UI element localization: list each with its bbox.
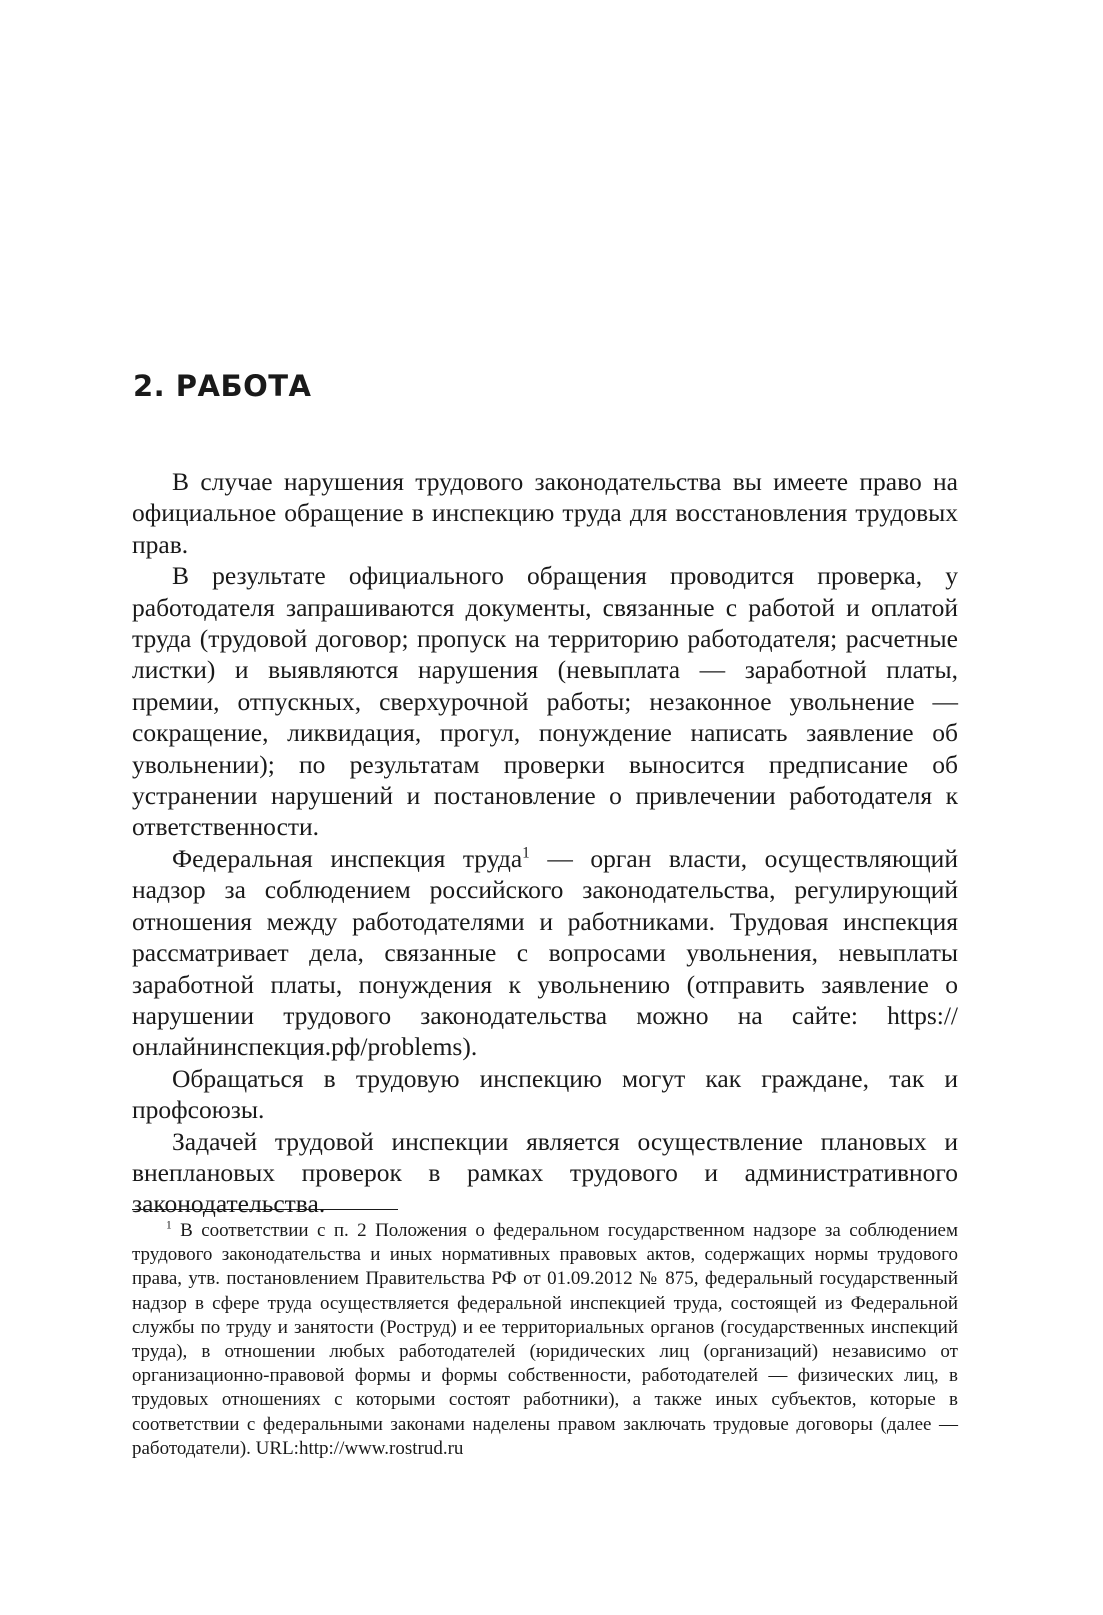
paragraph-text: — орган власти, осуществляющий надзор за соблюдением российского законодательства, регулирующий отношения между работодателями и работниками. Трудовая инспекция рассматривает дела, связанные с вопросами увольнения, невыплаты заработной платы, понуждения к увольнению (отправить заявление о нарушении трудового законодательства можно на сайте: https://онлайнинспекция.рф/problems). (132, 843, 958, 1062)
footnote-divider (132, 1209, 398, 1210)
paragraph: В случае нарушения трудового законодательства вы имеете право на официальное обращение в инспекцию труда для восстановления трудовых прав. (132, 467, 958, 559)
footnote (132, 1219, 958, 1461)
paragraph: Обращаться в трудовую инспекцию могут как граждане, так и профсоюзы. (132, 1063, 958, 1125)
footnote-text: В соответствии с п. 2 Положения о федеральном государственном надзоре за соблюдением трудового законодательства и иных нормативных правовых актов, содержащих нормы трудового права, утв. постановлением Правительства РФ от 01.09.2012 № 875, федеральный государственный надзор в сфере труда осуществляется федеральной инспекцией труда, состоящей из Федеральной службы по труду и занятости (Роструд) и ее территориальных органов (государственных инспекций труда), в отношении любых работодателей (юридических лиц (организаций) независимо от организационно-правовой формы и формы собственности, работодателей — физических лиц, в трудовых отношениях с которыми состоят работники), а также иных субъектов, которые в соответствии с федеральными законами наделены правом заключать трудовые договоры (далее — работодатели). URL:http://www.rostrud.ru (132, 1220, 958, 1459)
body-text (132, 466, 958, 1220)
footnote-paragraph (132, 1219, 958, 1461)
chapter-title: 2. РАБОТА (133, 369, 312, 403)
footnote-reference: 1 (522, 844, 530, 862)
footnote-marker: 1 (166, 1219, 172, 1232)
paragraph: В результате официального обращения проводится проверка, у работодателя запрашиваются документы, связанные с работой и оплатой труда (трудовой договор; пропуск на территорию работодателя; расчетные листки) и выявляются нарушения (невыплата — заработной платы, премии, отпускных, сверхурочной работы; незаконное увольнение — сокращение, ликвидация, прогул, понуждение написать заявление об увольнении); по результатам проверки выносится предписание об устранении нарушений и постановление о привлечении работодателя к ответственности. (132, 561, 958, 842)
paragraph: Задачей трудовой инспекции является осуществление плановых и внеплановых проверок в рамках трудового и административного законодательства. (132, 1126, 958, 1219)
paragraph-text: Федеральная инспекция труда (172, 843, 523, 873)
paragraph (132, 843, 958, 1063)
